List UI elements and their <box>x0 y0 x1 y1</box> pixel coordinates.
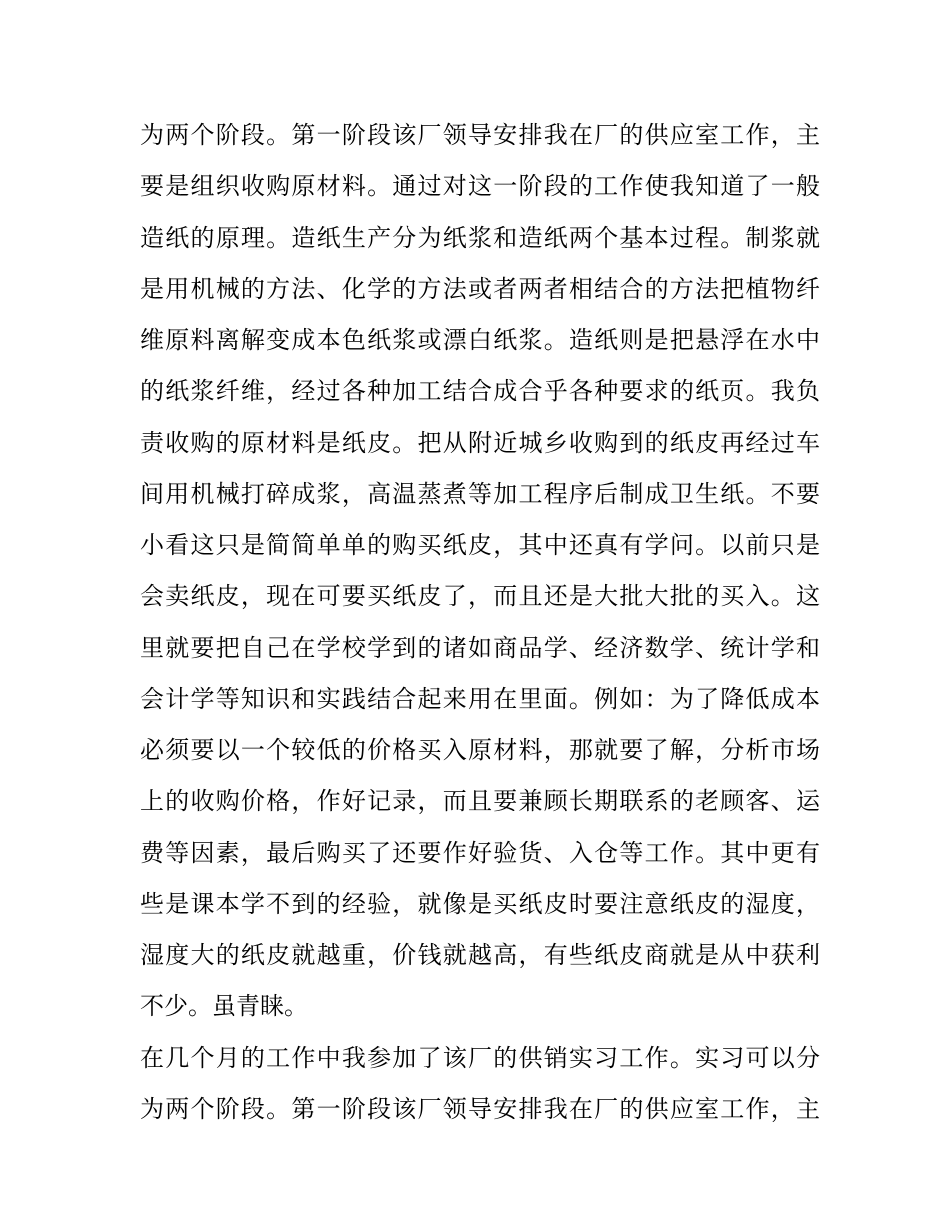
text-line: 必须要以一个较低的价格买入原材料，那就要了解，分析市场 <box>140 736 820 764</box>
text-line: 维原料离解变成本色纸浆或漂白纸浆。造纸则是把悬浮在水中 <box>140 326 820 354</box>
body-text <box>140 110 820 1135</box>
text-line: 些是课本学不到的经验，就像是买纸皮时要注意纸皮的湿度， <box>140 889 820 918</box>
text-line: 里就要把自己在学校学到的诸如商品学、经济数学、统计学和 <box>140 633 820 662</box>
text-line: 费等因素，最后购买了还要作好验货、入仓等工作。其中更有 <box>140 838 820 867</box>
text-line: 会卖纸皮，现在可要买纸皮了，而且还是大批大批的买入。这 <box>140 582 820 611</box>
text-line: 上的收购价格，作好记录，而且要兼顾长期联系的老顾客、运 <box>140 787 820 816</box>
text-line: 间用机械打碎成浆，高温蒸煮等加工程序后制成卫生纸。不要 <box>140 479 820 508</box>
text-line: 为两个阶段。第一阶段该厂领导安排我在厂的供应室工作，主 <box>140 1094 820 1123</box>
text-line: 湿度大的纸皮就越重，价钱就越高，有些纸皮商就是从中获利 <box>140 941 820 969</box>
text-line: 会计学等知识和实践结合起来用在里面。例如：为了降低成本 <box>140 684 820 713</box>
text-line: 为两个阶段。第一阶段该厂领导安排我在厂的供应室工作，主 <box>140 121 820 149</box>
text-line: 是用机械的方法、化学的方法或者两者相结合的方法把植物纤 <box>140 274 820 303</box>
text-line: 要是组织收购原材料。通过对这一阶段的工作使我知道了一般 <box>140 172 820 201</box>
text-line: 小看这只是简简单单的购买纸皮，其中还真有学问。以前只是 <box>140 531 820 559</box>
text-line: 不少。虽青睐。 <box>140 992 308 1021</box>
text-line: 责收购的原材料是纸皮。把从附近城乡收购到的纸皮再经过车 <box>140 428 820 457</box>
text-line: 造纸的原理。造纸生产分为纸浆和造纸两个基本过程。制浆就 <box>140 223 820 252</box>
text-line: 在几个月的工作中我参加了该厂的供销实习工作。实习可以分 <box>140 1043 820 1072</box>
text-line: 的纸浆纤维，经过各种加工结合成合乎各种要求的纸页。我负 <box>140 377 820 406</box>
